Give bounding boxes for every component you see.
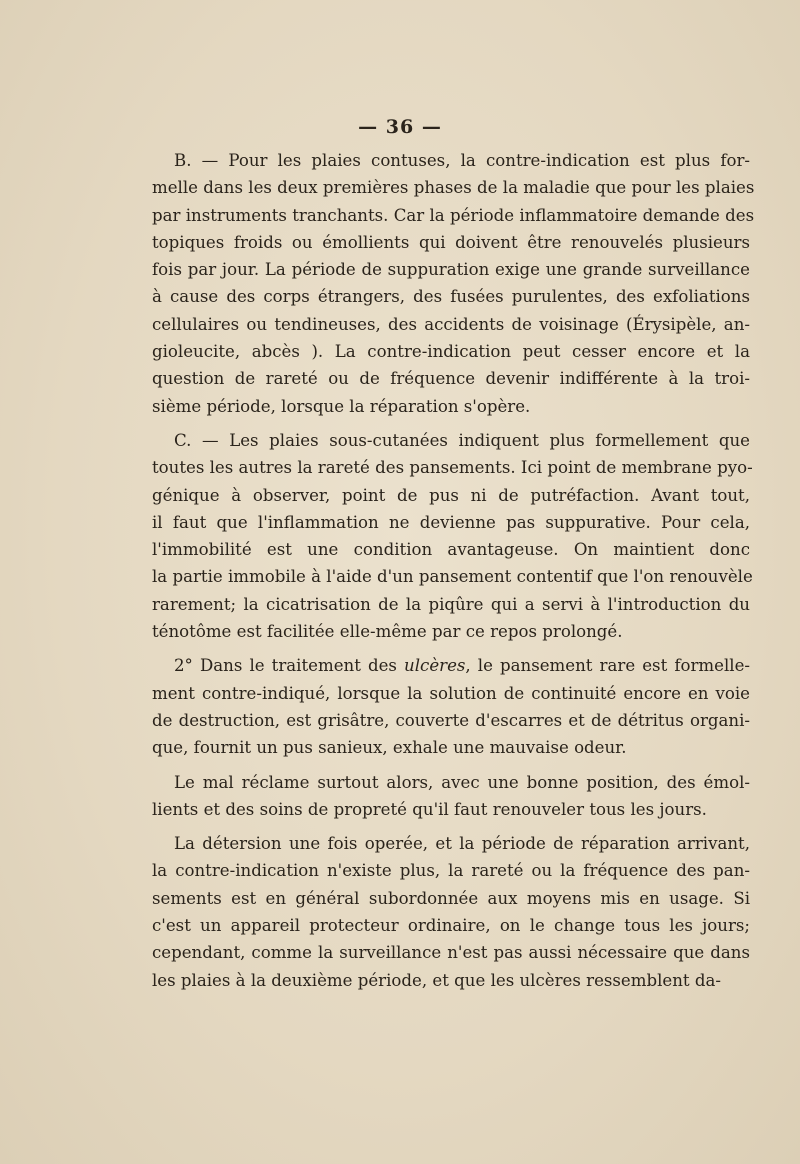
text-line: gioleucite, abcès ). La contre-indication peut cesser encore et la bbox=[152, 342, 750, 362]
text-line: de destruction, est grisâtre, couverte d'escarres et de détritus organi- bbox=[152, 710, 750, 730]
text-line: il faut que l'inflammation ne devienne pas suppurative. Pour cela, bbox=[152, 512, 750, 532]
text-line: 2° Dans le traitement des ulcères, le pansement rare est formelle- bbox=[174, 656, 750, 676]
text-line: C. — Les plaies sous-cutanées indiquent plus formellement que bbox=[174, 430, 750, 450]
text-line: cependant, comme la surveillance n'est pas aussi nécessaire que dans bbox=[152, 943, 750, 963]
page-number: — 36 — bbox=[358, 116, 442, 138]
text-line: La détersion une fois operée, et la période de réparation arrivant, bbox=[174, 834, 750, 854]
text-line: melle dans les deux premières phases de la maladie que pour les plaies bbox=[152, 178, 755, 198]
paragraph bbox=[152, 830, 750, 994]
text-line: à cause des corps étrangers, des fusées purulentes, des exfoliations bbox=[152, 287, 750, 307]
paragraph bbox=[152, 147, 755, 420]
paragraph bbox=[152, 769, 750, 824]
text-line: cellulaires ou tendineuses, des accidents de voisinage (Érysipèle, an- bbox=[152, 314, 750, 334]
paragraph bbox=[152, 427, 753, 645]
body-text bbox=[152, 147, 755, 1001]
text-line: les plaies à la deuxième période, et que les ulcères ressemblent da- bbox=[152, 970, 721, 990]
text-line: toutes les autres la rareté des pansements. Ici point de membrane pyo- bbox=[152, 458, 753, 478]
text-line: Le mal réclame surtout alors, avec une bonne position, des émol- bbox=[174, 772, 750, 792]
text-line: la partie immobile à l'aide d'un pansement contentif que l'on renouvèle bbox=[152, 567, 753, 587]
text-line: lients et des soins de propreté qu'il faut renouveler tous les jours. bbox=[152, 799, 707, 819]
text-line: c'est un appareil protecteur ordinaire, on le change tous les jours; bbox=[152, 916, 750, 936]
text-line: sements est en général subordonnée aux moyens mis en usage. Si bbox=[152, 888, 750, 908]
text-line: question de rareté ou de fréquence devenir indifférente à la troi- bbox=[152, 369, 750, 389]
text-line: rarement; la cicatrisation de la piqûre qui a servi à l'introduction du bbox=[152, 594, 750, 614]
text-line: sième période, lorsque la réparation s'opère. bbox=[152, 396, 531, 416]
text-line: ténotôme est facilitée elle-même par ce repos prolongé. bbox=[152, 622, 623, 642]
text-line: génique à observer, point de pus ni de putréfaction. Avant tout, bbox=[152, 485, 750, 505]
text-line: l'immobilité est une condition avantageuse. On maintient donc bbox=[152, 540, 750, 560]
text-line: B. — Pour les plaies contuses, la contre-indication est plus for- bbox=[174, 151, 750, 170]
text-line: topiques froids ou émollients qui doivent être renouvelés plusieurs bbox=[152, 232, 750, 252]
paragraph bbox=[152, 652, 750, 761]
text-line: par instruments tranchants. Car la période inflammatoire demande des bbox=[152, 205, 755, 225]
text-line: la contre-indication n'existe plus, la rareté ou la fréquence des pan- bbox=[152, 861, 750, 881]
text-line: ment contre-indiqué, lorsque la solution de continuité encore en voie bbox=[152, 683, 750, 703]
text-line: que, fournit un pus sanieux, exhale une mauvaise odeur. bbox=[152, 738, 627, 758]
text-line: fois par jour. La période de suppuration exige une grande surveillance bbox=[152, 260, 750, 280]
